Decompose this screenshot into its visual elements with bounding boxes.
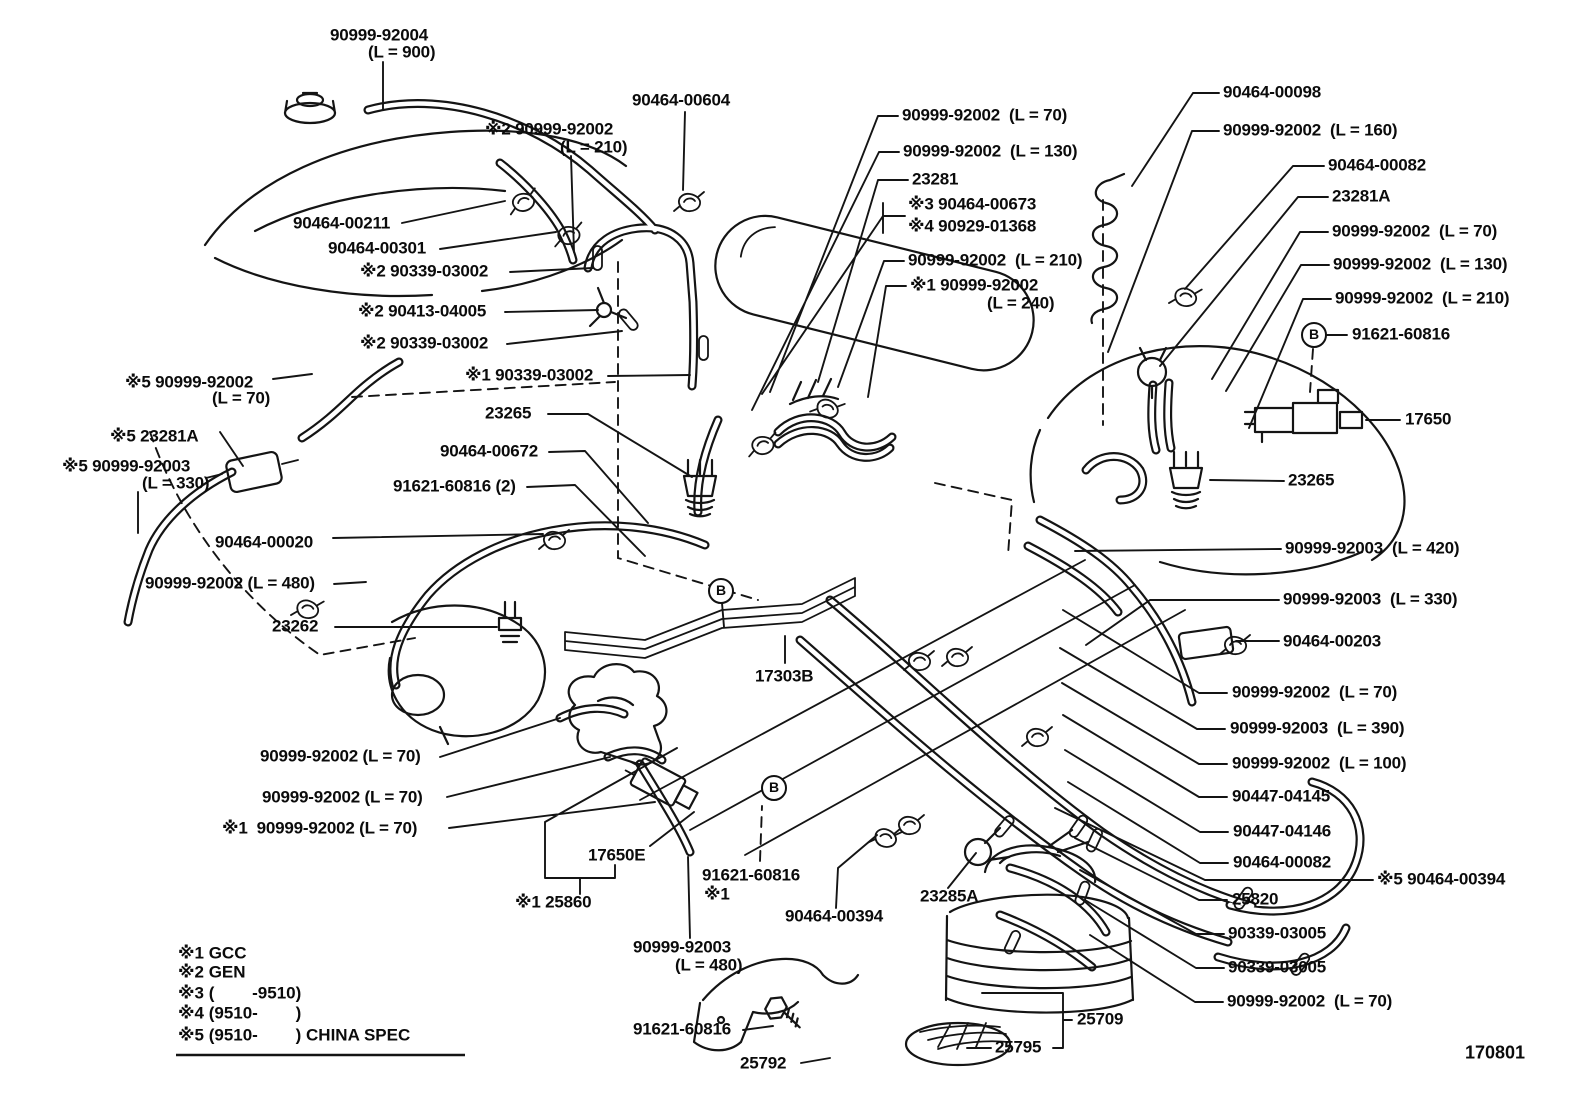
leader-lines: [138, 62, 1400, 1063]
part-label-line2: (L = 900): [368, 42, 436, 62]
part-label: 25795: [995, 1037, 1042, 1057]
part-label: 90999-92003 (L = 390): [1230, 718, 1405, 738]
part-label: 91621-60816: [1352, 324, 1451, 344]
part-label: 90339-03005: [1228, 923, 1327, 943]
part-label: 17303B: [755, 666, 814, 686]
part-label: 90464-00203: [1283, 631, 1382, 651]
part-label: 90999-92002 (L = 130): [903, 141, 1078, 161]
part-label-line2: (L = 210): [560, 137, 628, 157]
part-label: 23265: [1288, 470, 1335, 490]
figure-code: 170801: [1465, 1042, 1526, 1063]
part-label: ※5 90999-92003: [62, 456, 191, 476]
legend-item: ※3 ( -9510): [178, 983, 302, 1003]
b-marker: B: [761, 775, 787, 801]
part-label: 90999-92002 (L = 70): [1332, 221, 1498, 241]
part-label: 90464-00301: [328, 238, 427, 258]
part-label: 90464-00020: [215, 532, 314, 552]
part-label: ※1 90999-92002: [910, 275, 1039, 295]
part-label: 17650: [1405, 409, 1452, 429]
part-label: 90464-00211: [293, 213, 391, 233]
part-label: 91621-60816 (2): [393, 476, 516, 496]
part-label: 90464-00082: [1233, 852, 1332, 872]
part-label: 90999-92002 (L = 70): [1227, 991, 1393, 1011]
legend-item: ※1 GCC: [178, 943, 247, 963]
part-label: ※1 90339-03002: [465, 365, 594, 385]
part-label: 90464-00604: [632, 90, 731, 110]
part-label: 25820: [1232, 889, 1279, 909]
part-label: 90999-92002 (L = 70): [902, 105, 1068, 125]
part-label: 23262: [272, 616, 319, 636]
part-label: 90999-92002 (L = 160): [1223, 120, 1398, 140]
part-label: 25709: [1077, 1009, 1124, 1029]
part-label-line2: (L = 480): [675, 955, 743, 975]
part-label: ※2 90413-04005: [358, 301, 487, 321]
part-label: ※2 90339-03002: [360, 333, 489, 353]
part-label: 91621-60816: [633, 1019, 732, 1039]
part-label: 90464-00082: [1328, 155, 1427, 175]
part-label-line2: (L = 70): [212, 388, 271, 408]
part-label: 23285A: [920, 886, 979, 906]
part-label: 90464-00394: [785, 906, 884, 926]
part-label-line2: (L = 330): [142, 473, 210, 493]
part-label: 17650E: [588, 845, 646, 865]
part-label: 25792: [740, 1053, 787, 1073]
part-label: ※5 23281A: [110, 426, 199, 446]
part-label: 90999-92002 (L = 70): [1232, 682, 1398, 702]
tube-stub-icons: [593, 246, 1311, 977]
part-label: 90999-92002 (L = 70): [262, 787, 423, 807]
part-label: 90999-92002 (L = 130): [1333, 254, 1508, 274]
part-label-line2: ※1: [704, 884, 730, 904]
part-label: ※5 90999-92002: [125, 372, 254, 392]
part-label: 90999-92002 (L = 70): [260, 746, 421, 766]
part-label: 90999-92004: [330, 25, 429, 45]
part-label: 90999-92003 (L = 420): [1285, 538, 1460, 558]
part-label: ※2 90339-03002: [360, 261, 489, 281]
legend-item: ※4 (9510- ): [178, 1003, 302, 1023]
valve-17650e-drawing: [569, 664, 701, 814]
part-label: 90999-92003: [633, 937, 732, 957]
part-label: 90999-92002 (L = 100): [1232, 753, 1407, 773]
part-label: 90447-04145: [1232, 786, 1331, 806]
part-label: 90999-92002 (L = 210): [1335, 288, 1510, 308]
part-label: 90339-03005: [1228, 957, 1327, 977]
part-label: ※3 90464-00673: [908, 194, 1037, 214]
legend-item: ※5 (9510- ) CHINA SPEC: [178, 1025, 411, 1045]
b-marker: B: [1301, 322, 1327, 348]
part-label: 90999-92002 (L = 480): [145, 573, 315, 593]
part-label: 90464-00672: [440, 441, 539, 461]
part-label: 90999-92003 (L = 330): [1283, 589, 1458, 609]
part-label: ※1 25860: [515, 892, 592, 912]
part-label: 90447-04146: [1233, 821, 1332, 841]
b-marker: B: [708, 578, 734, 604]
part-label: ※5 90464-00394: [1377, 869, 1506, 889]
part-label: ※1 90999-92002 (L = 70): [222, 818, 418, 838]
part-label-line2: (L = 240): [987, 293, 1055, 313]
legend-item: ※2 GEN: [178, 962, 246, 982]
part-label: ※2 90999-92002: [485, 119, 614, 139]
part-label: 23265: [485, 403, 532, 423]
part-label: ※4 90929-01368: [908, 216, 1037, 236]
part-label: 23281A: [1332, 186, 1391, 206]
part-label: 91621-60816: [702, 865, 801, 885]
part-label: 90999-92002 (L = 210): [908, 250, 1083, 270]
part-label: 23281: [912, 169, 959, 189]
part-label: 90464-00098: [1223, 82, 1322, 102]
